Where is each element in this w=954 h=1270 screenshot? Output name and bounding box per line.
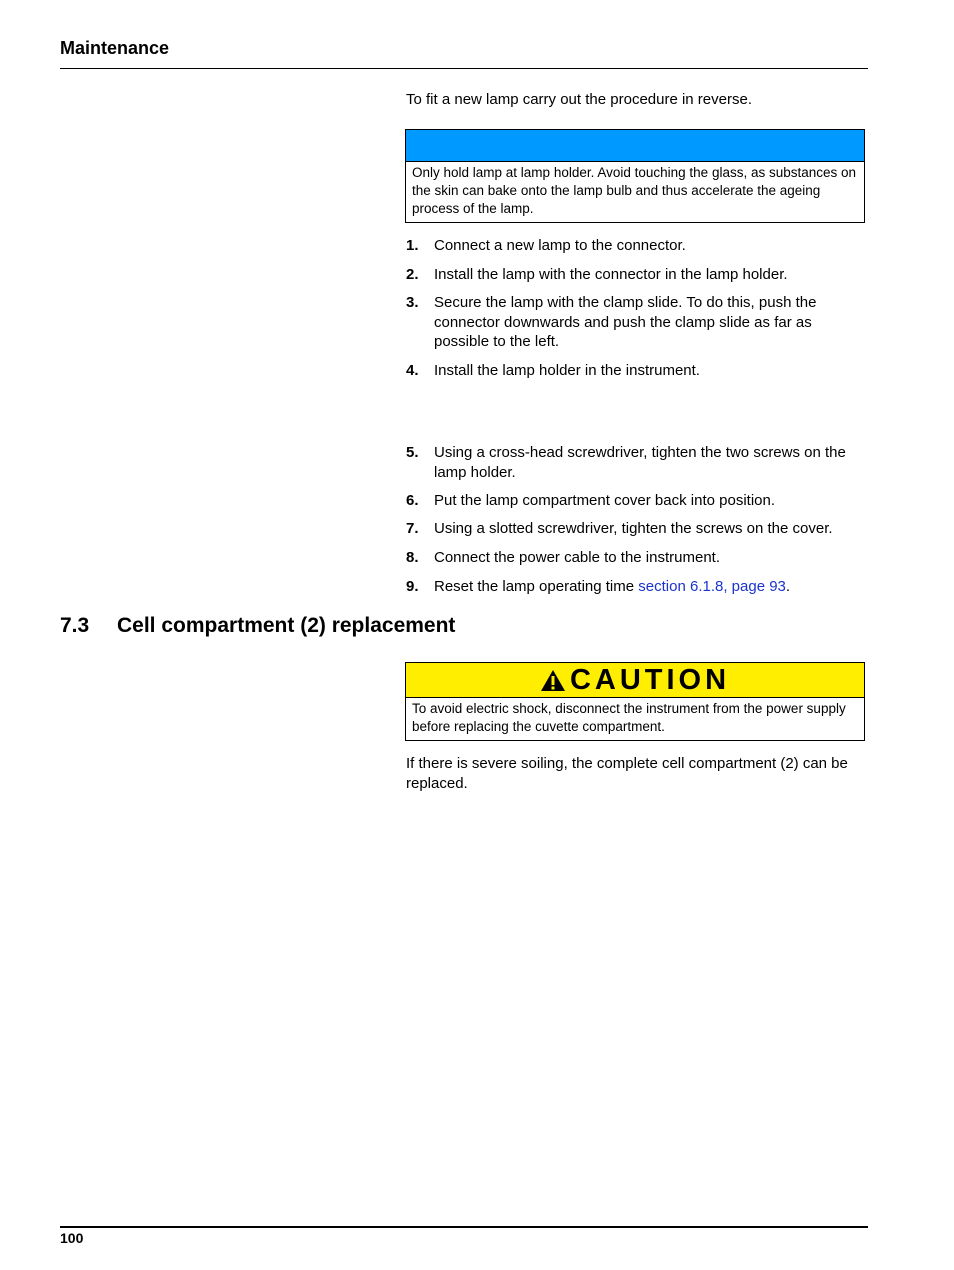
list-item [406, 577, 866, 597]
step-text-trail: . [785, 578, 791, 595]
section-title: Cell compartment (2) replacement [117, 614, 456, 637]
step-text: Using a cross-head screwdriver, tighten the two screws on the lamp holder. [434, 444, 846, 481]
note-header-bar [406, 130, 864, 162]
list-item [406, 361, 866, 381]
step-number: 5. [406, 444, 419, 461]
step-text: Install the lamp holder in the instrument. [434, 362, 700, 379]
note-text: Only hold lamp at lamp holder. Avoid touching the glass, as substances on the skin can bake onto the lamp bulb and thus accelerate the ageing process of the lamp. [412, 165, 857, 216]
step-number: 9. [406, 578, 419, 595]
body-paragraph: If there is severe soiling, the complete cell compartment (2) can be replaced. [406, 755, 848, 792]
footer-divider [60, 1226, 868, 1228]
step-number: 6. [406, 492, 419, 509]
step-number: 3. [406, 294, 419, 311]
step-number: 1. [406, 237, 419, 254]
step-text-lead: Reset the lamp operating time [434, 578, 639, 595]
page-header-title: Maintenance [60, 38, 170, 58]
list-item [406, 443, 866, 482]
warning-triangle-icon [540, 669, 566, 692]
caution-box [405, 662, 865, 741]
step-number: 7. [406, 520, 419, 537]
section-heading [60, 614, 455, 638]
list-item [406, 236, 866, 256]
note-box [405, 129, 865, 223]
step-text: Connect a new lamp to the connector. [434, 237, 686, 254]
caution-label: CAUTION [569, 664, 731, 696]
step-text: Put the lamp compartment cover back into position. [434, 492, 776, 509]
list-item [406, 265, 866, 285]
step-text: Secure the lamp with the clamp slide. To do this, push the connector downwards and push the clamp slide as far as possible to the left. [434, 294, 817, 350]
step-number: 2. [406, 266, 419, 283]
header-divider [60, 68, 868, 69]
step-text: Using a slotted screwdriver, tighten the screws on the cover. [434, 520, 833, 537]
section-number: 7.3 [60, 614, 90, 637]
step-text [434, 577, 866, 597]
step-number: 8. [406, 549, 419, 566]
step-text: Connect the power cable to the instrument. [434, 549, 720, 566]
caution-header-bar [406, 663, 864, 698]
cross-reference-link[interactable]: section 6.1.8, page 93 [638, 578, 786, 595]
page-number: 100 [60, 1230, 84, 1246]
list-item [406, 491, 866, 511]
caution-text: To avoid electric shock, disconnect the instrument from the power supply before replacing the cuvette compartment. [412, 701, 846, 734]
intro-text: To fit a new lamp carry out the procedure in reverse. [406, 91, 752, 108]
list-item [406, 519, 866, 539]
step-text: Install the lamp with the connector in the lamp holder. [434, 266, 788, 283]
list-item [406, 293, 866, 352]
step-number: 4. [406, 362, 419, 379]
list-item [406, 548, 866, 568]
